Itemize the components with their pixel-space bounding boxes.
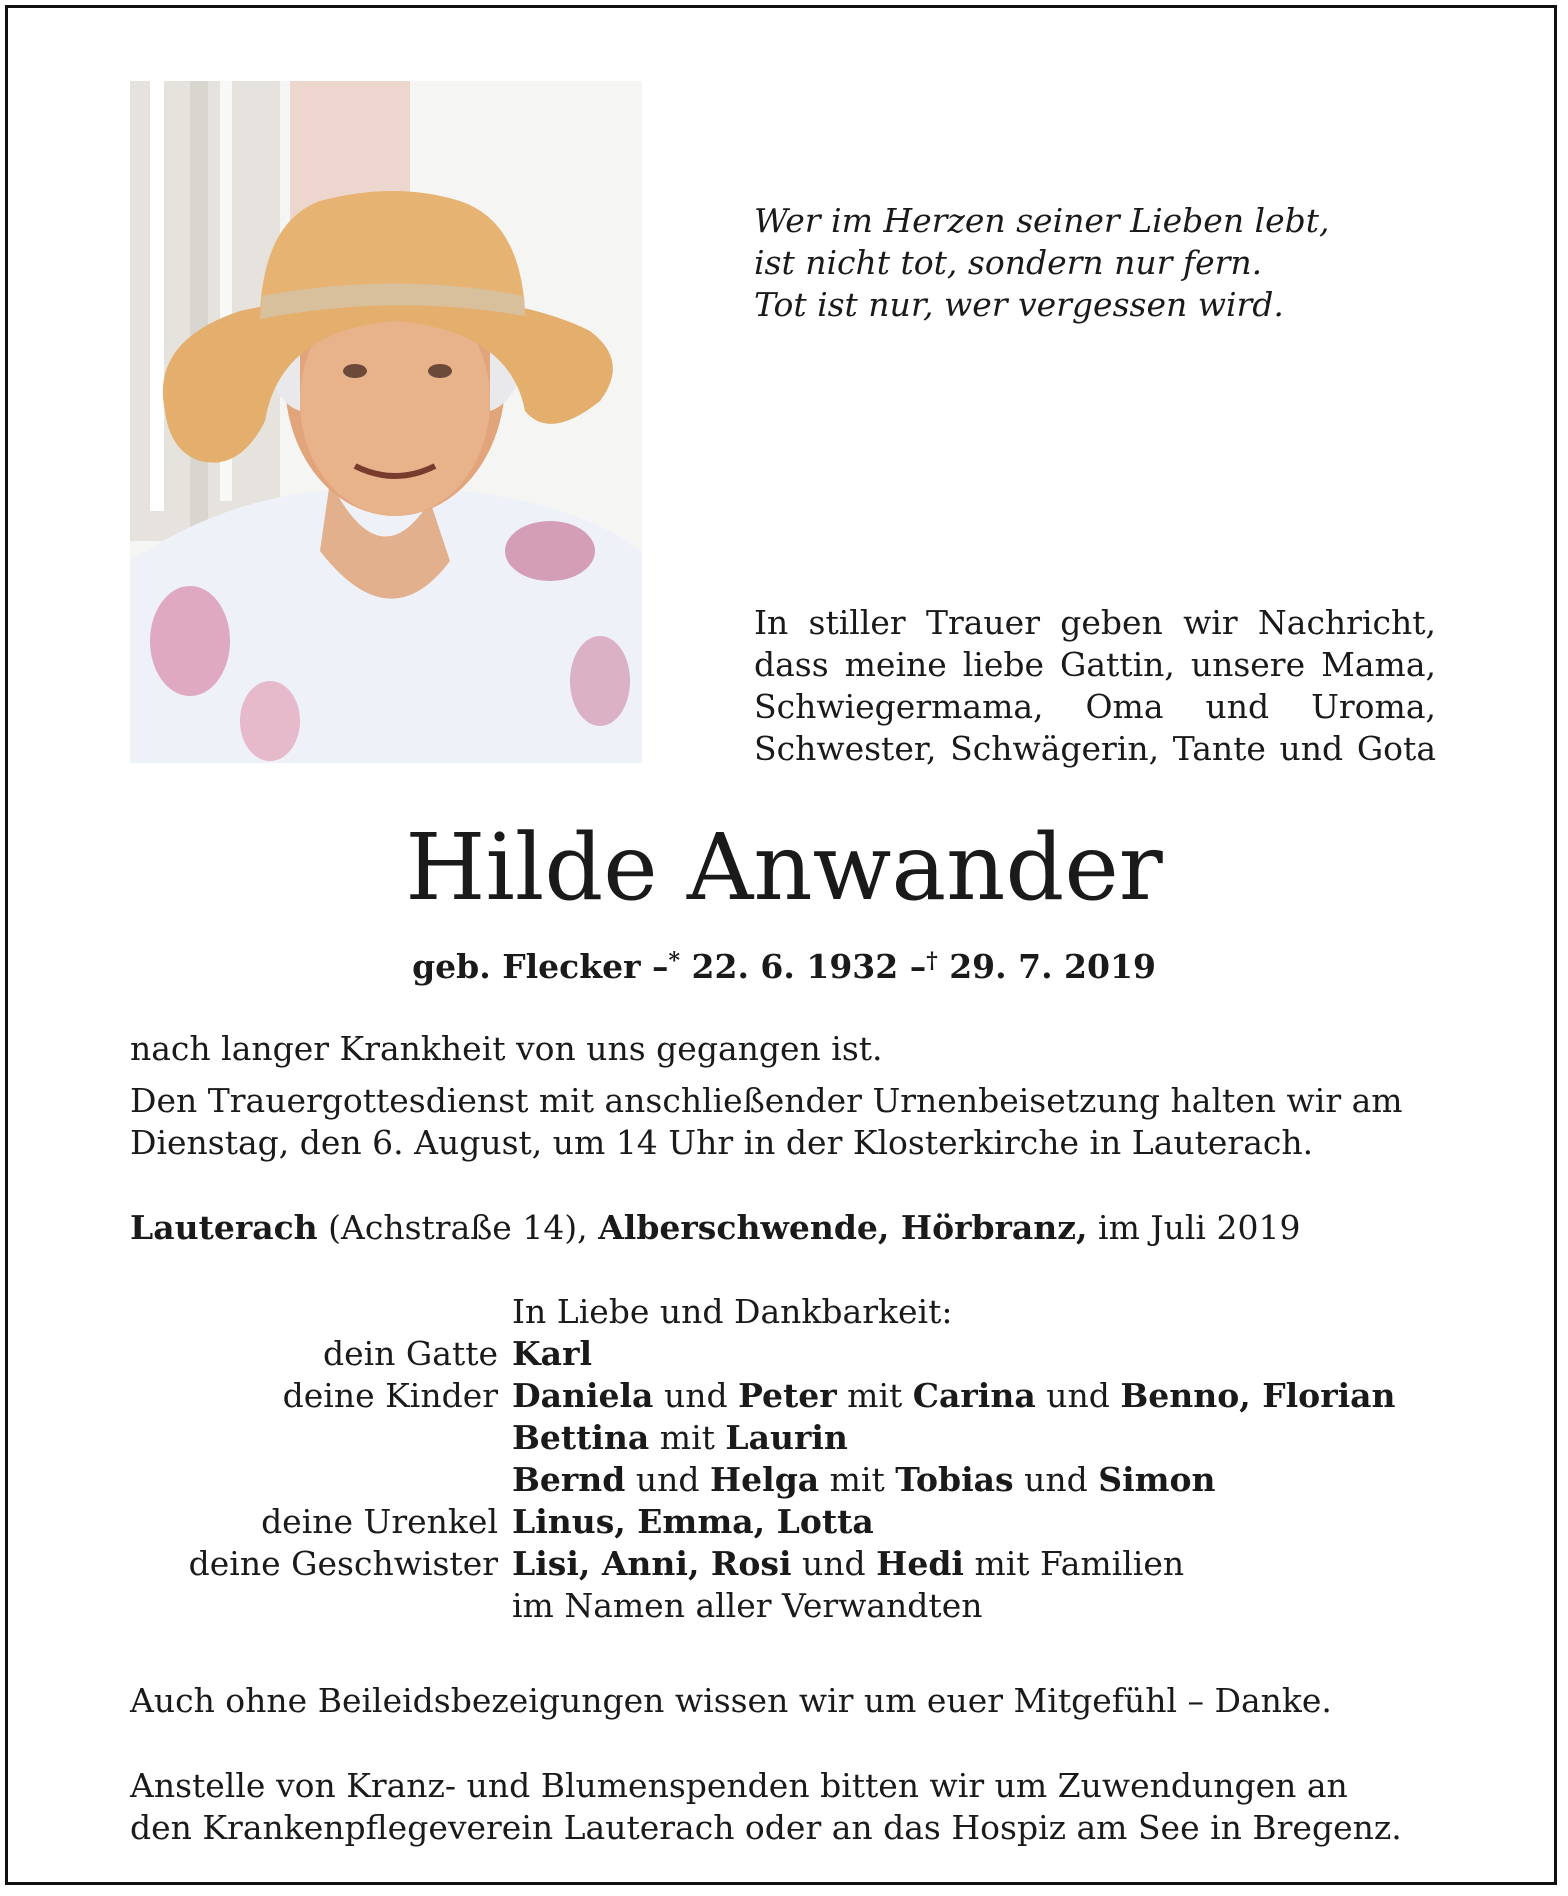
relation-names: Karl (512, 1334, 592, 1373)
quote-line: Tot ist nur, wer vergessen wird. (754, 285, 1284, 324)
relation-names (512, 1543, 1460, 1585)
relation-names (512, 1459, 1460, 1501)
connector: und (635, 1460, 700, 1499)
life-dates (0, 946, 1568, 988)
family-row (130, 1333, 1460, 1375)
family-heading-row (130, 1291, 1460, 1333)
portrait-photo (130, 81, 642, 763)
dash: – (909, 947, 927, 986)
intro-line: In stiller Trauer geben wir Nachricht, (754, 603, 1436, 642)
relatives-note: im Namen aller Verwandten (512, 1586, 983, 1625)
died-date: 29. 7. 2019 (949, 947, 1156, 986)
relation-label: deine Kinder (282, 1376, 498, 1415)
portrait-illustration (130, 81, 642, 763)
connector: und (1024, 1460, 1088, 1499)
intro-line: dass meine liebe Gattin, unsere Mama, (754, 645, 1436, 684)
intro-line: Schwester, Schwägerin, Tante und Gota (754, 729, 1436, 768)
family-row (130, 1543, 1460, 1585)
person-name: Bernd (512, 1460, 626, 1499)
family-row (130, 1417, 1460, 1459)
service-line: Dienstag, den 6. August, um 14 Uhr in der Klosterkirche in Lauterach. (130, 1123, 1314, 1162)
quote-line: Wer im Herzen seiner Lieben lebt, (754, 201, 1330, 240)
family-list (130, 1291, 1460, 1627)
intro-line: Schwiegermama, Oma und Uroma, (754, 687, 1436, 726)
connector: mit Familien (974, 1544, 1185, 1583)
place-town: Lauterach (130, 1208, 318, 1247)
quote-line: ist nicht tot, sondern nur fern. (754, 243, 1263, 282)
donation-line: den Krankenpflegeverein Lauterach oder an das Hospiz am See in Bregenz. (130, 1808, 1402, 1847)
born-date: 22. 6. 1932 (691, 947, 899, 986)
person-name: Benno, Florian (1120, 1376, 1396, 1415)
born-symbol: * (668, 948, 681, 974)
person-name: Laurin (725, 1418, 848, 1457)
donation-request (130, 1765, 1440, 1849)
announcement-intro (754, 602, 1436, 770)
connector: mit (829, 1460, 885, 1499)
connector: und (1046, 1376, 1110, 1415)
thanks-text: Auch ohne Beileidsbezeigungen wissen wir um euer Mitgefühl – Danke. (130, 1681, 1332, 1720)
place-date: im Juli 2019 (1098, 1208, 1301, 1247)
relation-names: Linus, Emma, Lotta (512, 1502, 874, 1541)
relation-names (512, 1375, 1460, 1417)
person-name: Helga (709, 1460, 820, 1499)
died-symbol: † (926, 948, 938, 974)
birth-name: geb. Flecker (412, 947, 641, 986)
person-name: Hedi (876, 1544, 964, 1583)
family-row (130, 1459, 1460, 1501)
service-line: Den Trauergottesdienst mit anschließender Urnenbeisetzung halten wir am (130, 1081, 1403, 1120)
passed-text: nach langer Krankheit von uns gegangen ist. (130, 1029, 883, 1068)
person-name: Carina (912, 1376, 1036, 1415)
person-name: Tobias (895, 1460, 1014, 1499)
relation-label: dein Gatte (322, 1334, 498, 1373)
memorial-quote (754, 200, 1454, 326)
place-line (130, 1207, 1440, 1249)
dash: – (652, 947, 669, 986)
connector: und (802, 1544, 866, 1583)
relation-names (512, 1417, 1460, 1459)
place-towns: Alberschwende, Hörbranz, (598, 1208, 1088, 1247)
family-row (130, 1585, 1460, 1627)
family-heading: In Liebe und Dankbarkeit: (512, 1292, 953, 1331)
family-row (130, 1501, 1460, 1543)
place-address: (Achstraße 14), (328, 1208, 588, 1247)
person-name: Peter (738, 1376, 837, 1415)
person-name: Daniela (512, 1376, 654, 1415)
donation-line: Anstelle von Kranz- und Blumenspenden bitten wir um Zuwendungen an (130, 1766, 1348, 1805)
connector: und (663, 1376, 728, 1415)
person-name: Bettina (512, 1418, 650, 1457)
connector: mit (847, 1376, 903, 1415)
relation-label: deine Urenkel (261, 1502, 498, 1541)
relation-label: deine Geschwister (188, 1544, 498, 1583)
deceased-name: Hilde Anwander (405, 814, 1163, 921)
connector: mit (659, 1418, 715, 1457)
person-name: Lisi, Anni, Rosi (512, 1544, 792, 1583)
person-name: Simon (1098, 1460, 1216, 1499)
family-row (130, 1375, 1460, 1417)
service-info (130, 1080, 1440, 1164)
